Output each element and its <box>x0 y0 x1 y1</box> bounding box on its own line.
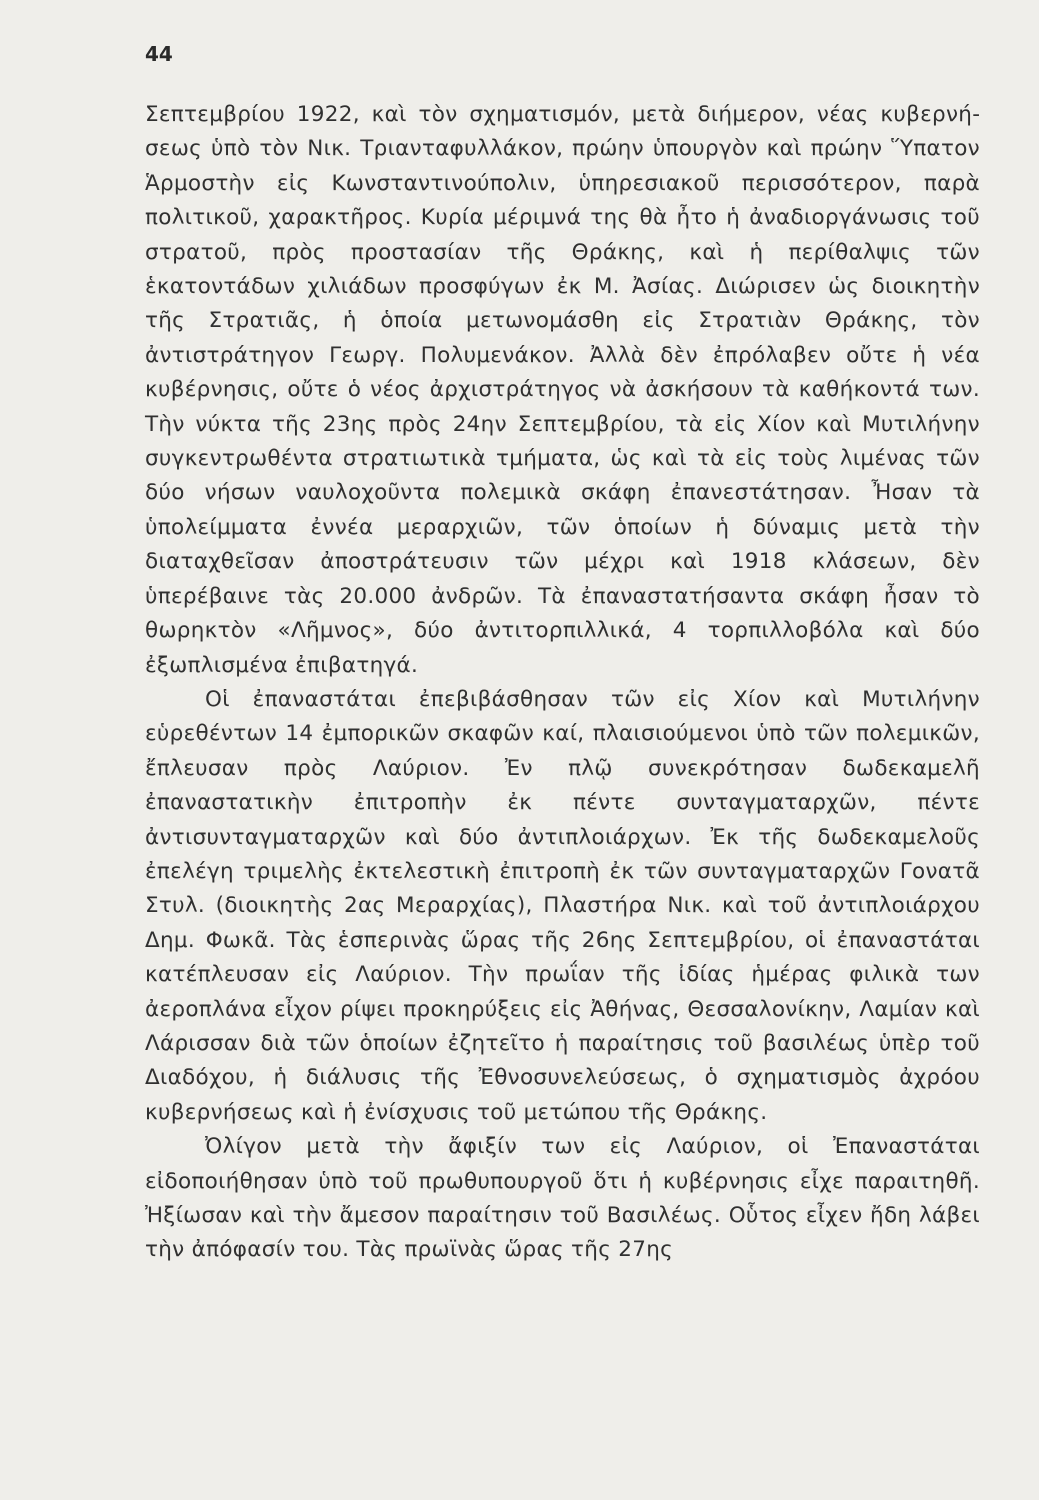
paragraph-1: Σεπτεμβρίου 1922, καὶ τὸν σχηματισμόν, μετὰ διήμερον, νέας κυβερνήσεως ὑπὸ τὸν Νικ. Τριανταφυλλάκον, πρώην ὑπουργὸν καὶ πρώην Ὕπατον Ἁρμοστὴν εἰς Κωνσταντινούπολιν, ὑπηρεσιακοῦ περισσότερον, παρὰ πολιτικοῦ, χαρακτῆρος. Κυρία μέριμνά της θὰ ἦτο ἡ ἀναδιοργάνωσις τοῦ στρατοῦ, πρὸς προστασίαν τῆς Θράκης, καὶ ἡ περίθαλψις τῶν ἑκατοντάδων χιλιάδων προσφύγων ἐκ Μ. Ἀσίας. Διώρισεν ὡς διοικητὴν τῆς Στρατιᾶς, ἡ ὁποία μετωνομάσθη εἰς Στρατιὰν Θράκης, τὸν ἀντιστράτηγον Γεωργ. Πολυμενάκον. Ἀλλὰ δὲν ἐπρόλαβεν οὔτε ἡ νέα κυβέρνησις, οὔτε ὁ νέος ἀρχιστράτηγος νὰ ἀσκήσουν τὰ καθήκοντά των. Τὴν νύκτα τῆς 23ης πρὸς 24ην Σεπτεμβρίου, τὰ εἰς Χίον καὶ Μυτιλήνην συγκεντρωθέντα στρατιωτικὰ τμήματα, ὡς καὶ τὰ εἰς τοὺς λιμένας τῶν δύο νήσων ναυλοχοῦντα πολεμικὰ σκάφη ἐπανεστάτησαν. Ἦσαν τὰ ὑπολείμματα ἐννέα μεραρχιῶν, τῶν ὁποίων ἡ δύναμις μετὰ τὴν διαταχθεῖσαν ἀποστράτευσιν τῶν μέχρι καὶ 1918 κλάσεων, δὲν ὑπερέβαινε τὰς 20.000 ἀνδρῶν. Τὰ ἐπαναστατήσαντα σκάφη ἦσαν τὸ θωρηκτὸν «Λῆμνος», δύο ἀντιτορπιλλικά, 4 τορπιλλοβόλα καὶ δύο ἐξωπλισμένα ἐπιβατηγά. <box>145 102 980 678</box>
paragraph-2: Οἱ ἐπαναστάται ἐπεβιβάσθησαν τῶν εἰς Χίον καὶ Μυτιλήνην εὑρεθέντων 14 ἐμπορικῶν σκαφῶν καί, πλαισιούμενοι ὑπὸ τῶν πολεμικῶν, ἔπλευσαν πρὸς Λαύριον. Ἐν πλῷ συνεκρότησαν δωδεκαμελῆ ἐπαναστατικὴν ἐπιτροπὴν ἐκ πέντε συνταγματαρχῶν, πέντε ἀντισυνταγματαρχῶν καὶ δύο ἀντιπλοιάρχων. Ἐκ τῆς δωδεκαμελοῦς ἐπελέγη τριμελὴς ἐκτελεστικὴ ἐπιτροπὴ ἐκ τῶν συνταγματαρχῶν Γονατᾶ Στυλ. (διοικητὴς 2ας Μεραρχίας), Πλαστήρα Νικ. καὶ τοῦ ἀντιπλοιάρχου Δημ. Φωκᾶ. Τὰς ἑσπερινὰς ὥρας τῆς 26ης Σεπτεμβρίου, οἱ ἐπαναστάται κατέπλευσαν εἰς Λαύριον. Τὴν πρωΐαν τῆς ἰδίας ἡμέρας φιλικὰ των ἀεροπλάνα εἶχον ρίψει προκηρύξεις εἰς Ἀθήνας, Θεσσαλονίκην, Λαμίαν καὶ Λάρισσαν διὰ τῶν ὁποίων ἐζητεῖτο ἡ παραίτησις τοῦ βασιλέως ὑπὲρ τοῦ Διαδόχου, ἡ διάλυσις τῆς Ἐθνοσυνελεύσεως, ὁ σχηματισμὸς ἀχρόου κυβερνήσεως καὶ ἡ ἐνίσχυσις τοῦ μετώπου τῆς Θράκης. <box>145 686 980 1125</box>
body-text <box>145 98 980 1268</box>
page-number: 44 <box>145 42 173 66</box>
paragraph-3: Ὀλίγον μετὰ τὴν ἄφιξίν των εἰς Λαύριον, οἱ Ἐπαναστάται εἰδοποιήθησαν ὑπὸ τοῦ πρωθυπουργοῦ ὅτι ἡ κυβέρνησις εἶχε παραιτηθῆ. Ἠξίωσαν καὶ τὴν ἄμεσον παραίτησιν τοῦ Βασιλέως. Οὗτος εἶχεν ἤδη λάβει τὴν ἀπόφασίν του. Τὰς πρωϊνὰς ὥρας τῆς 27ης <box>145 1134 980 1263</box>
